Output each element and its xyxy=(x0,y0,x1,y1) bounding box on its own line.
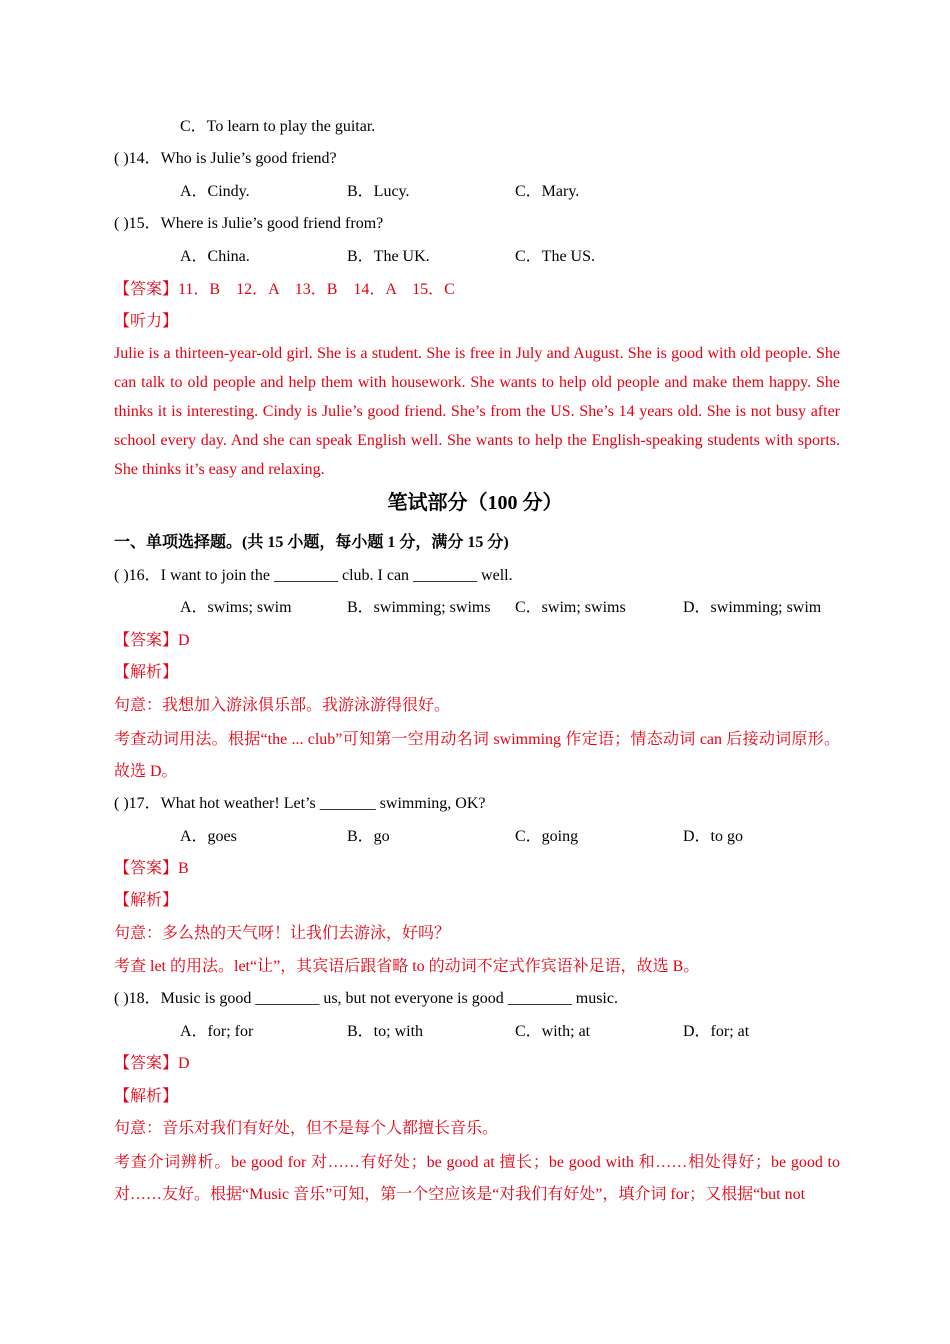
listening-transcript: Julie is a thirteen-year-old girl. She is a student. She is free in July and August. She is good with old people. She can talk to old people and help them with housework. She wants to help old people and make them happy. She thinks it is interesting. Cindy is Julie’s good friend. She’s from the US. She’s 14 years old. She is not busy after school every day. And she can speak English well. She wants to help the English-speaking students with sports. She thinks it’s easy and relaxing. xyxy=(114,345,840,478)
part1-heading: 一、单项选择题。(共 15 小题，每小题 1 分，满分 15 分) xyxy=(114,534,509,551)
q13-option-c: C．To learn to play the guitar. xyxy=(180,118,376,135)
q16-analysis-label: 【解析】 xyxy=(114,664,179,681)
q17-meaning: 句意：多么热的天气呀！让我们去游泳，好吗？ xyxy=(114,925,451,942)
q16-meaning: 句意：我想加入游泳俱乐部。我游泳游得很好。 xyxy=(114,697,451,714)
q16-stem: ( )16．I want to join the ________ club. I can ________ well. xyxy=(114,567,513,584)
q14-option-c: C．Mary. xyxy=(515,183,580,200)
q17-answer: 【答案】B xyxy=(114,860,189,877)
q18-stem: ( )18．Music is good ________ us, but not everyone is good ________ music. xyxy=(114,990,618,1007)
q18-option-d: D．for; at xyxy=(683,1023,750,1040)
q15-option-b: B．The UK. xyxy=(347,248,430,265)
q18-explanation: 考查介词辨析。be good for 对……有好处；be good at 擅长；be good with 和……相处得好；be good to 对……友好。根据“Music 音乐”可知，第一个空应该是“对我们有好处”，填介词 for；又根据“but not xyxy=(114,1154,840,1203)
q17-option-b: B．go xyxy=(347,828,390,845)
q15-option-c: C．The US. xyxy=(515,248,596,265)
q16-option-c: C．swim; swims xyxy=(515,599,626,616)
listening-label: 【听力】 xyxy=(114,313,179,330)
q18-analysis-label: 【解析】 xyxy=(114,1088,179,1105)
q15-stem: ( )15．Where is Julie’s good friend from? xyxy=(114,215,384,232)
q15-option-a: A．China. xyxy=(180,248,250,265)
q14-option-b: B．Lucy. xyxy=(347,183,410,200)
q17-explanation: 考查 let 的用法。let“让”，其宾语后跟省略 to 的动词不定式作宾语补足语，故选 B。 xyxy=(114,958,700,975)
q14-option-a: A．Cindy. xyxy=(180,183,250,200)
q16-option-d: D．swimming; swim xyxy=(683,599,822,616)
section-title: 笔试部分（100 分） xyxy=(387,492,563,514)
q14-stem: ( )14．Who is Julie’s good friend? xyxy=(114,150,337,167)
q17-option-a: A．goes xyxy=(180,828,237,845)
q17-option-d: D．to go xyxy=(683,828,744,845)
q18-meaning: 句意：音乐对我们有好处，但不是每个人都擅长音乐。 xyxy=(114,1120,499,1137)
q17-analysis-label: 【解析】 xyxy=(114,892,179,909)
q18-option-c: C．with; at xyxy=(515,1023,591,1040)
q18-answer: 【答案】D xyxy=(114,1055,190,1072)
q18-option-b: B．to; with xyxy=(347,1023,424,1040)
q17-stem: ( )17．What hot weather! Let’s _______ swimming, OK? xyxy=(114,795,486,812)
q16-answer: 【答案】D xyxy=(114,632,190,649)
q17-option-c: C．going xyxy=(515,828,579,845)
q16-option-a: A．swims; swim xyxy=(180,599,292,616)
q16-explanation: 考查动词用法。根据“the ... club”可知第一空用动名词 swimming 作定语；情态动词 can 后接动词原形。故选 D。 xyxy=(114,731,840,780)
listening-answer: 【答案】11．B 12．A 13．B 14．A 15．C xyxy=(114,281,455,298)
q16-option-b: B．swimming; swims xyxy=(347,599,491,616)
q18-option-a: A．for; for xyxy=(180,1023,254,1040)
